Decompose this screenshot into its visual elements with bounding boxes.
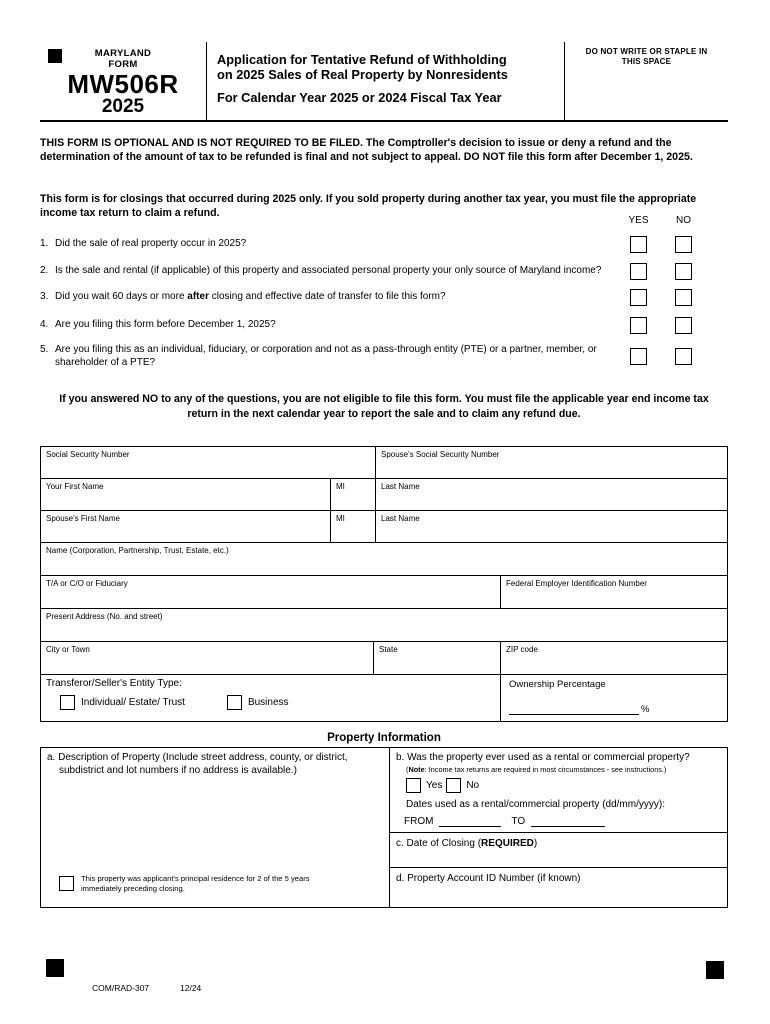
question-2-number: 2. [40,265,49,277]
spouse-last-name-field[interactable] [376,511,727,542]
registration-mark-bottom-left [46,959,64,977]
ownership-percentage-cell [501,675,727,721]
property-information-heading: Property Information [327,732,441,744]
property-right-column [390,748,727,907]
q5-no-checkbox[interactable] [675,348,692,365]
form-title-line1: Application for Tentative Refund of Withholding [217,52,507,67]
q3-no-checkbox[interactable] [675,289,692,306]
spouse-last-name-label: Last Name [381,514,420,523]
zip-field[interactable] [501,642,727,674]
state-label: State [379,645,398,654]
form-code: COM/RAD-307 [92,983,150,993]
q3-yes-checkbox[interactable] [630,289,647,306]
form-title-line3: For Calendar Year 2025 or 2024 Fiscal Tax Year [217,90,502,105]
mi-field[interactable] [331,479,376,510]
entity-name-field[interactable] [41,543,727,575]
entity-name-label: Name (Corporation, Partnership, Trust, Estate, etc.) [46,546,229,555]
property-account-id-label: d. Property Account ID Number (if known) [396,873,581,884]
form-number: MW506R [67,69,179,99]
do-not-write-note: DO NOT WRITE OR STAPLE IN THIS SPACE [585,47,708,66]
ineligibility-warning: If you answered NO to any of the questions, you are not eligible to file this form. You must file the applicable year end income tax return in the next calendar year to report the sale and to claim any refund due. [59,393,709,420]
no-column-label: NO [676,215,691,226]
question-1-text: Did the sale of real property occur in 2025? [55,238,247,250]
question-4 [40,317,728,334]
address-field[interactable] [41,609,727,641]
city-field[interactable] [41,642,374,674]
spouse-first-name-label: Spouse's First Name [46,514,120,523]
question-2 [40,263,728,280]
question-4-text: Are you filing this form before December 1, 2025? [55,319,276,331]
ta-co-fiduciary-field[interactable] [41,576,501,608]
rental-question-cell [390,748,727,833]
registration-mark-bottom-right [706,961,724,979]
address-label: Present Address (No. and street) [46,612,163,621]
percent-sign: % [641,704,650,715]
property-account-id-cell[interactable] [390,868,727,907]
rental-no-label: No [466,780,480,791]
from-label: FROM [404,816,434,827]
ssn-field[interactable] [41,447,376,478]
q2-yes-checkbox[interactable] [630,263,647,280]
form-id-block [40,42,207,120]
registration-mark-top-left [48,49,62,63]
ta-co-fiduciary-label: T/A or C/O or Fiduciary [46,579,128,588]
rental-dates-row [404,816,723,827]
ownership-percentage-label: Ownership Percentage [509,679,606,690]
rental-no-checkbox[interactable] [446,778,461,793]
form-year: 2025 [101,96,145,117]
property-info-table [40,747,728,908]
principal-residence-checkbox[interactable] [59,876,74,891]
spouse-mi-label: MI [336,514,345,523]
eligibility-questions [40,236,728,369]
rental-note: (Note: Income tax returns are required in most circumstances - see instructions.) [406,765,667,774]
property-description-cell[interactable] [41,748,390,907]
spouse-ssn-field[interactable] [376,447,727,478]
question-3 [40,289,728,306]
first-name-label: Your First Name [46,482,104,491]
last-name-field[interactable] [376,479,727,510]
form-word: FORM [108,59,138,70]
to-label: TO [511,816,526,827]
spouse-mi-field[interactable] [331,511,376,542]
rental-question-label: b. Was the property ever used as a rental or commercial property? [396,752,690,763]
to-date-input[interactable] [531,816,605,827]
form-title-line2: on 2025 Sales of Real Property by Nonresidents [217,67,508,82]
rental-dates-label: Dates used as a rental/commercial property (dd/mm/yyyy): [406,799,665,810]
date-of-closing-label: c. Date of Closing (REQUIRED) [396,838,538,849]
spouse-ssn-label: Spouse's Social Security Number [381,450,500,459]
entity-business-label: Business [247,696,289,708]
mi-label: MI [336,482,345,491]
question-2-text: Is the sale and rental (if applicable) of this property and associated personal property your only source of Maryland income? [55,265,602,277]
q2-no-checkbox[interactable] [675,263,692,280]
q4-yes-checkbox[interactable] [630,317,647,334]
question-1 [40,236,728,253]
question-4-number: 4. [40,319,49,331]
entity-individual-checkbox[interactable] [60,695,75,710]
form-title-block [207,42,565,120]
state-field[interactable] [374,642,501,674]
entity-type-cell [41,675,501,721]
entity-individual-label: Individual/ Estate/ Trust [81,696,185,708]
form-header [40,42,728,122]
question-3-text: Did you wait 60 days or more after closing and effective date of transfer to file this form? [55,291,446,303]
yes-no-header [40,215,728,226]
rental-yes-no-row [406,778,723,793]
intro-paragraph-1: THIS FORM IS OPTIONAL AND IS NOT REQUIRED TO BE FILED. The Comptroller's decision to issue or deny a refund and the determination of the amount of tax to be refunded is final and not subject to appeal. DO NOT file this form after December 1, 2025. [40,137,693,163]
fein-label: Federal Employer Identification Number [506,579,647,588]
first-name-field[interactable] [41,479,331,510]
principal-residence-row [59,874,331,893]
date-of-closing-cell[interactable] [390,833,727,868]
spouse-first-name-field[interactable] [41,511,331,542]
q1-yes-checkbox[interactable] [630,236,647,253]
question-1-number: 1. [40,238,49,250]
q5-yes-checkbox[interactable] [630,348,647,365]
q1-no-checkbox[interactable] [675,236,692,253]
question-5-number: 5. [40,344,49,355]
entity-type-label: Transferor/Seller's Entity Type: [46,678,182,689]
city-label: City or Town [46,645,90,654]
taxpayer-info-table [40,446,728,722]
revision-date: 12/24 [180,983,202,993]
question-5 [40,344,728,369]
q4-no-checkbox[interactable] [675,317,692,334]
ssn-label: Social Security Number [46,450,130,459]
principal-residence-label: This property was applicant's principal residence for 2 of the 5 years immediately preceding closing. [81,874,310,893]
from-date-input[interactable] [439,816,501,827]
ownership-percentage-input[interactable] [509,704,639,715]
yes-column-label: YES [628,215,649,226]
intro-paragraph-2: This form is for closings that occurred during 2025 only. If you sold property during another tax year, you must file the appropriate income tax return to claim a refund. [40,193,697,219]
property-description-label: a. Description of Property (Include street address, county, or district, subdistrict and lot numbers if no address is available.) [47,752,348,776]
last-name-label: Last Name [381,482,420,491]
question-3-number: 3. [40,291,49,303]
entity-business-checkbox[interactable] [227,695,242,710]
question-5-text: Are you filing this as an individual, fiduciary, or corporation and not as a pass-through entity (PTE) or a partner, member, or shareholder of a PTE? [55,344,597,368]
rental-yes-checkbox[interactable] [406,778,421,793]
zip-label: ZIP code [506,645,538,654]
rental-yes-label: Yes [426,780,443,791]
state-label: MARYLAND [94,48,152,59]
fein-field[interactable] [501,576,727,608]
